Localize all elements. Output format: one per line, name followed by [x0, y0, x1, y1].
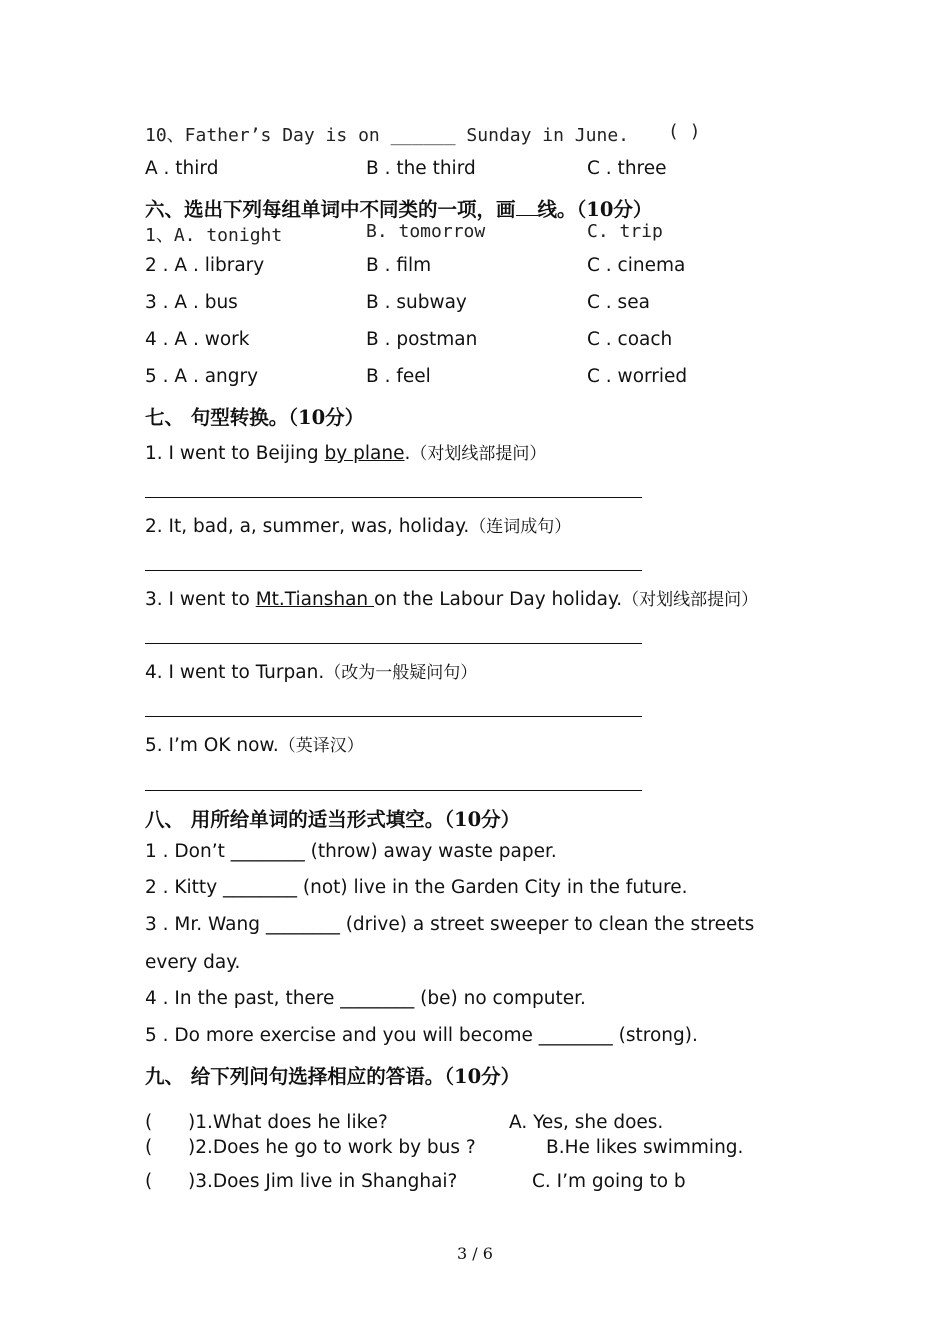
s8-line-3-cont: every day. [145, 952, 241, 973]
s7-q3-pre: 3. I went to [145, 589, 256, 610]
s6-row1-c: C. trip [587, 221, 663, 242]
question-10 [145, 121, 629, 147]
section-8-heading: 八、 用所给单词的适当形式填空。（10分） [145, 808, 521, 831]
s7-q1-pre: 1. I went to Beijing [145, 443, 325, 464]
s7-question-2 [145, 512, 571, 537]
s9-q3-text: )3.Does Jim live in Shanghai? [188, 1171, 458, 1192]
s9-answer-b: B.He likes swimming. [546, 1137, 744, 1158]
page-number: 3 / 6 [457, 1244, 493, 1263]
s6-row4-b: B . postman [366, 329, 478, 350]
s7-q4-text: 4. I went to Turpan. [145, 662, 325, 683]
s6-row1-a: 1、A. tonight [145, 225, 283, 246]
s7-answer-line-5[interactable] [145, 790, 642, 791]
s9-q1-paren: ( [145, 1112, 153, 1133]
s9-q2-text: )2.Does he go to work by bus ? [188, 1137, 476, 1158]
section-6-heading [145, 194, 652, 222]
s6-row3-b: B . subway [366, 292, 467, 313]
s7-q2-text: 2. It, bad, a, summer, was, holiday. [145, 516, 470, 537]
section-6-heading-a: 六、选出下列每组单词中不同类的一项，画 [145, 198, 516, 221]
s8-line-4: 4 . In the past, there ________ (be) no computer. [145, 988, 586, 1009]
s9-answer-a: A. Yes, she does. [509, 1112, 664, 1133]
s8-line-1: 1 . Don’t ________ (throw) away waste paper. [145, 841, 557, 862]
s7-q3-underlined: Mt.Tianshan [255, 589, 375, 610]
s7-q4-note: （改为一般疑问句） [324, 663, 478, 683]
s6-row2-a: 2 . A . library [145, 255, 265, 276]
s7-q3-post: on the Labour Day holiday. [374, 589, 623, 610]
q10-option-c: C . three [587, 158, 667, 179]
s7-q1-post: . [404, 443, 411, 464]
s6-row4-c: C . coach [587, 329, 673, 350]
s9-answer-c: C. I’m going to b [532, 1171, 686, 1192]
s9-q3-paren: ( [145, 1171, 153, 1192]
section-6-heading-b: 线。（10分） [537, 198, 653, 221]
s8-line-5: 5 . Do more exercise and you will become ________ (strong). [145, 1025, 698, 1046]
q10-option-a: A . third [145, 158, 219, 179]
section-9-heading: 九、 给下列问句选择相应的答语。（10分） [145, 1065, 521, 1088]
s7-q1-note: （对划线部提问） [410, 444, 547, 464]
s7-answer-line-3[interactable] [145, 643, 642, 644]
s6-row4-a: 4 . A . work [145, 329, 250, 350]
s7-q2-note: （连词成句） [469, 517, 572, 537]
s7-q5-text: 5. I’m OK now. [145, 735, 279, 756]
s7-q3-note: （对划线部提问） [622, 590, 759, 610]
s7-question-4 [145, 658, 477, 683]
s7-question-3 [145, 585, 758, 610]
s8-line-2: 2 . Kitty ________ (not) live in the Garden City in the future. [145, 877, 688, 898]
s6-row2-b: B . film [366, 255, 432, 276]
s8-line-3: 3 . Mr. Wang ________ (drive) a street sweeper to clean the streets [145, 914, 755, 935]
s7-answer-line-4[interactable] [145, 716, 642, 717]
s6-row5-a: 5 . A . angry [145, 366, 259, 387]
s9-q2-paren: ( [145, 1137, 153, 1158]
s7-q5-note: （英译汉） [278, 736, 364, 756]
s7-question-5 [145, 731, 364, 756]
s7-answer-line-2[interactable] [145, 570, 642, 571]
s7-answer-line-1[interactable] [145, 497, 642, 498]
s7-q1-underlined: by plane [324, 443, 405, 464]
section-7-heading: 七、 句型转换。（10分） [145, 406, 365, 429]
s6-row3-a: 3 . A . bus [145, 292, 238, 313]
question-10-text: 10、Father’s Day is on ______ Sunday in June. [145, 125, 629, 146]
q10-option-b: B . the third [366, 158, 476, 179]
s7-question-1 [145, 439, 546, 464]
question-10-answer-paren: ( ) [668, 121, 701, 142]
s6-row5-b: B . feel [366, 366, 431, 387]
s9-q1-text: )1.What does he like? [188, 1112, 388, 1133]
section-6-blank [516, 197, 538, 216]
s6-row1-b: B. tomorrow [366, 221, 486, 242]
s6-row5-c: C . worried [587, 366, 688, 387]
s6-row3-c: C . sea [587, 292, 650, 313]
s6-row2-c: C . cinema [587, 255, 686, 276]
